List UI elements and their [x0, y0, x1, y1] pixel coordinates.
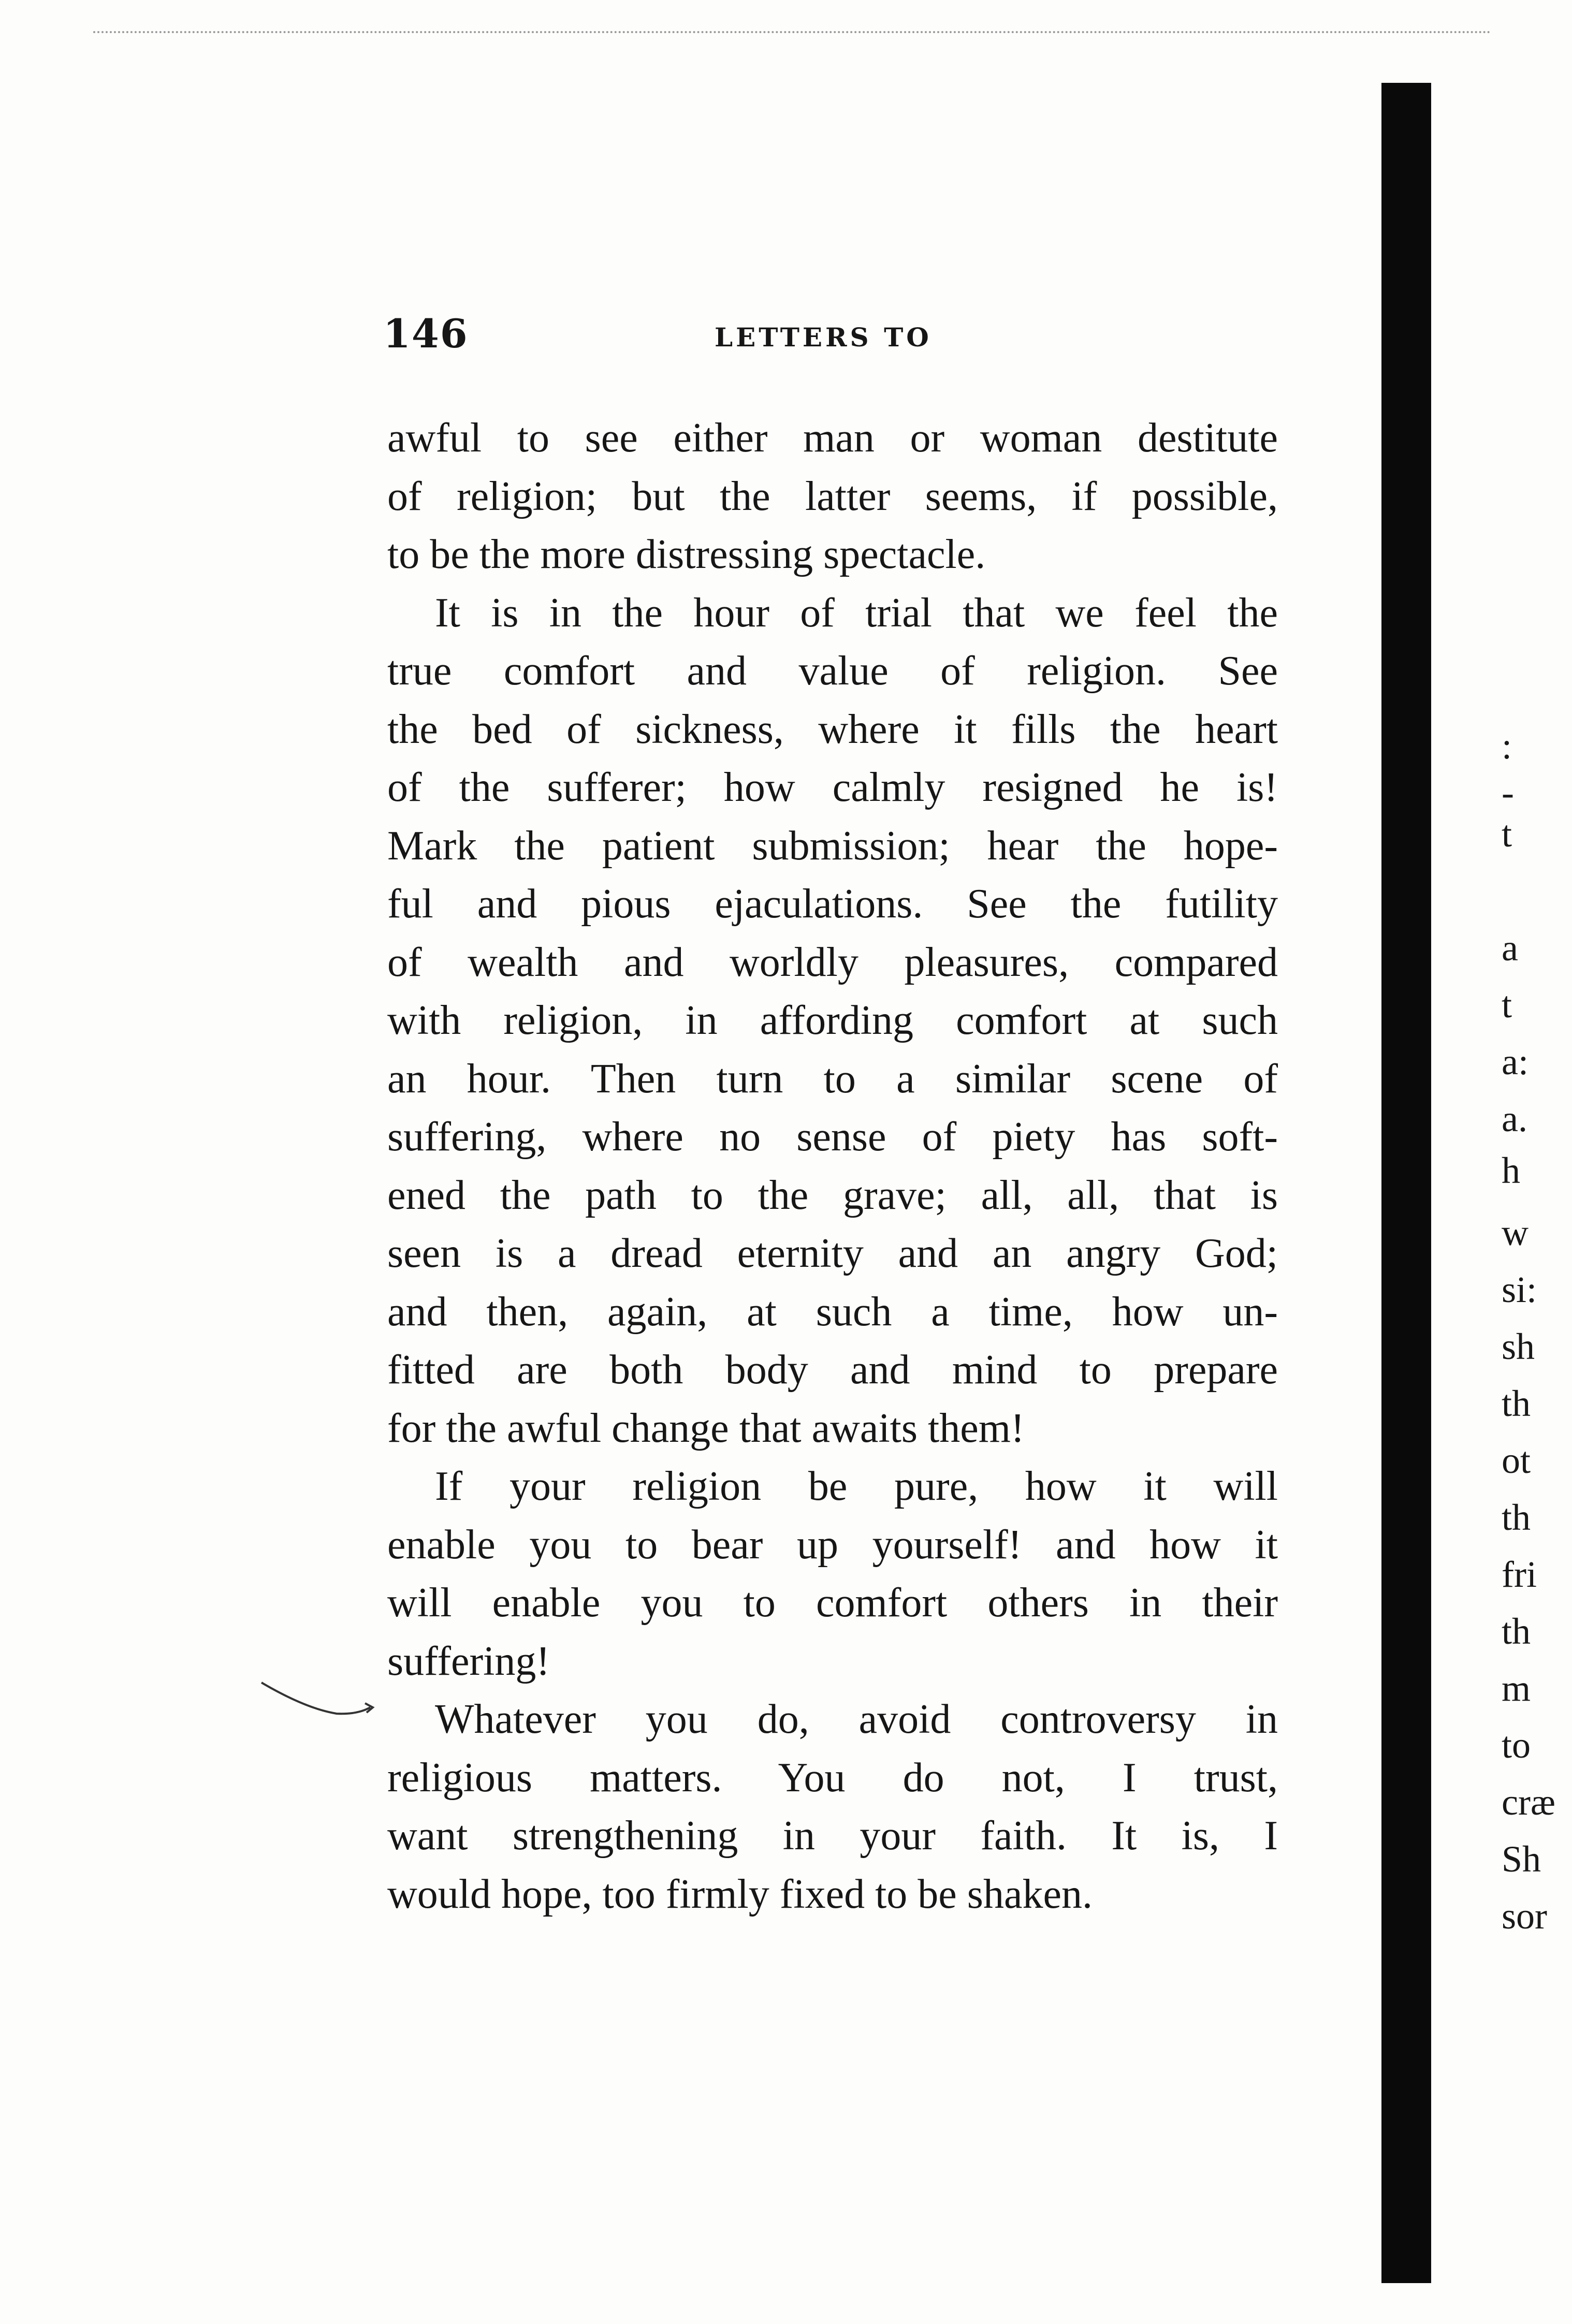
text-line: fitted are both body and mind to prepare [387, 1347, 1278, 1393]
text-line: suffering! [387, 1638, 550, 1684]
marginal-pencil-mark [259, 1677, 383, 1724]
facing-page-fragment: - [1502, 772, 1514, 813]
facing-page-fragment: m [1502, 1668, 1531, 1709]
text-line: for the awful change that awaits them! [387, 1405, 1025, 1451]
text-line: and then, again, at such a time, how un- [387, 1289, 1278, 1335]
facing-page-fragment: fri [1502, 1554, 1537, 1595]
facing-page-fragment: : [1502, 725, 1512, 767]
text-line: Mark the patient submission; hear the hope- [387, 823, 1278, 869]
facing-page-fragment: th [1502, 1611, 1531, 1652]
text-line: ful and pious ejaculations. See the futility [387, 881, 1278, 927]
text-line: to be the more distressing spectacle. [387, 532, 986, 577]
text-line: of religion; but the latter seems, if possible, [387, 473, 1278, 519]
facing-page-fragment: cræ [1502, 1781, 1555, 1823]
page-top-edge [93, 31, 1491, 33]
facing-page-edge [1481, 0, 1572, 2324]
facing-page-fragment: t [1502, 813, 1512, 855]
text-line: religious matters. You do not, I trust, [387, 1755, 1278, 1801]
text-line: with religion, in affording comfort at such [387, 998, 1278, 1043]
text-line: will enable you to comfort others in their [387, 1580, 1278, 1626]
text-line: suffering, where no sense of piety has soft- [387, 1114, 1278, 1160]
facing-page-fragment: t [1502, 984, 1512, 1026]
binding-gutter-shadow [1381, 83, 1431, 2283]
body-text [387, 409, 1278, 1923]
text-line: seen is a dread eternity and an angry God; [387, 1231, 1278, 1276]
facing-page-fragment: w [1502, 1212, 1529, 1253]
text-line: If your religion be pure, how it will [435, 1464, 1278, 1509]
page-number: 146 [383, 311, 469, 357]
text-line: the bed of sickness, where it fills the heart [387, 706, 1278, 752]
facing-page-fragment: a. [1502, 1098, 1527, 1139]
text-line: an hour. Then turn to a similar scene of [387, 1056, 1278, 1102]
page-header [383, 311, 1284, 368]
facing-page-fragment: a: [1502, 1041, 1529, 1083]
facing-page-fragment: th [1502, 1497, 1531, 1538]
facing-page-fragment: a [1502, 927, 1518, 969]
text-line: would hope, too firmly fixed to be shaken. [387, 1871, 1093, 1917]
facing-page-fragment: sh [1502, 1326, 1535, 1367]
text-line: awful to see either man or woman destitute [387, 415, 1278, 461]
text-line: true comfort and value of religion. See [387, 648, 1278, 694]
facing-page-fragment: to [1502, 1724, 1531, 1766]
text-line: ened the path to the grave; all, all, that is [387, 1172, 1278, 1218]
text-line: of the sufferer; how calmly resigned he is! [387, 765, 1278, 810]
text-line: of wealth and worldly pleasures, compared [387, 939, 1278, 985]
text-line: It is in the hour of trial that we feel the [435, 590, 1278, 636]
facing-page-fragment: th [1502, 1383, 1531, 1424]
facing-page-fragment: h [1502, 1150, 1520, 1191]
text-line: want strengthening in your faith. It is, I [387, 1813, 1278, 1859]
facing-page-fragment: sor [1502, 1895, 1547, 1937]
facing-page-fragment: ot [1502, 1440, 1531, 1481]
text-line: Whatever you do, avoid controversy in [435, 1697, 1278, 1742]
facing-page-fragment: si: [1502, 1269, 1537, 1310]
running-head: LETTERS TO [715, 322, 932, 353]
facing-page-fragment: Sh [1502, 1838, 1541, 1880]
text-line: enable you to bear up yourself! and how it [387, 1522, 1278, 1568]
